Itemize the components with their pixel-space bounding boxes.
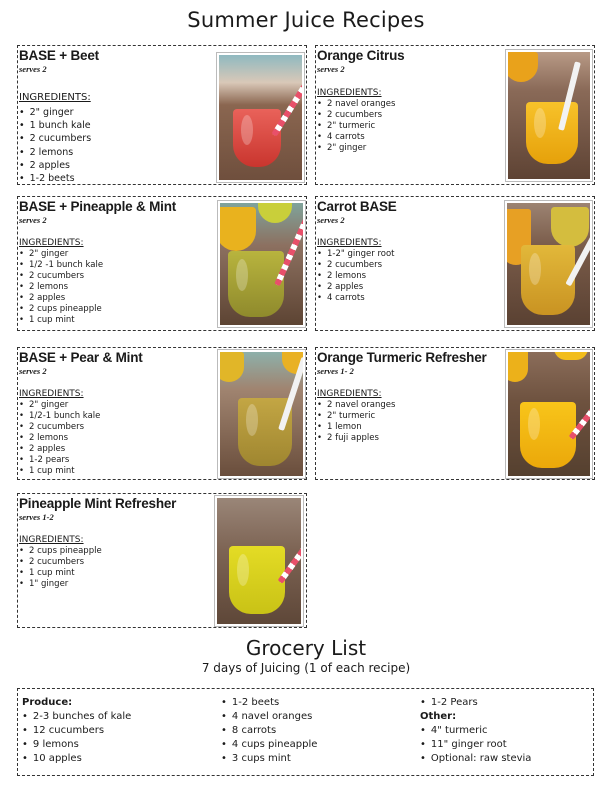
other-heading: Other: (420, 711, 457, 722)
recipe-title: BASE + Beet (19, 48, 99, 63)
list-item: • 10 apples (22, 752, 131, 766)
recipe-serves: serves 2 (317, 215, 345, 225)
ingredients-heading: INGREDIENTS: (19, 92, 91, 103)
list-item: • Optional: raw stevia (420, 752, 531, 766)
list-item: • 2 cups pineapple (19, 546, 102, 557)
recipe-title: BASE + Pear & Mint (19, 350, 143, 365)
grocery-column-1 (22, 696, 131, 766)
list-item: • 1 cup mint (19, 315, 103, 326)
list-item: • 2 apples (317, 282, 395, 293)
list-item: • 1-2 beets (221, 696, 317, 710)
recipe-card-orange-turmeric (315, 347, 595, 480)
recipe-card-carrot (315, 196, 595, 331)
ingredients-heading: INGREDIENTS: (317, 389, 382, 399)
list-item: • 4" turmeric (420, 724, 531, 738)
recipe-title: Orange Citrus (317, 48, 405, 63)
list-item: • 2 lemons (19, 282, 103, 293)
list-item: • 1 cup mint (19, 466, 100, 477)
recipe-serves: serves 1-2 (19, 512, 54, 522)
ingredients-list (19, 400, 100, 477)
list-item: • 1-2 beets (19, 172, 91, 185)
list-item: • 4 navel oranges (221, 710, 317, 724)
list-item: • 4 carrots (317, 293, 395, 304)
list-item: • 2 fuji apples (317, 433, 395, 444)
recipe-photo (505, 49, 593, 182)
ingredients-list (19, 249, 103, 326)
recipe-title: Pineapple Mint Refresher (19, 496, 177, 511)
recipe-title: BASE + Pineapple & Mint (19, 199, 177, 214)
recipe-card-pear-mint (17, 347, 307, 480)
list-item: • 4 carrots (317, 132, 395, 143)
list-item: • 2 cucumbers (19, 132, 91, 145)
list-item: • 2" turmeric (317, 121, 395, 132)
list-item: • 2 apples (19, 444, 100, 455)
list-item: • 1/2 -1 bunch kale (19, 260, 103, 271)
list-item: • 1/2-1 bunch kale (19, 411, 100, 422)
grocery-subtitle: 7 days of Juicing (1 of each recipe) (201, 661, 411, 675)
recipe-photo (505, 349, 593, 479)
recipe-serves: serves 2 (19, 215, 47, 225)
recipe-card-beet (17, 45, 307, 185)
list-item: • 1-2 pears (19, 455, 100, 466)
list-item: • 2 apples (19, 293, 103, 304)
recipe-card-pineapple-mint (17, 196, 307, 331)
ingredients-heading: INGREDIENTS: (19, 535, 84, 545)
recipe-serves: serves 2 (317, 64, 345, 74)
list-item: • 1 lemon (317, 422, 395, 433)
list-item: • 2 lemons (19, 433, 100, 444)
list-item: • 1 cup mint (19, 568, 102, 579)
list-item: • 2 navel oranges (317, 99, 395, 110)
list-item: • 2" turmeric (317, 411, 395, 422)
list-item: • 1" ginger (19, 579, 102, 590)
ingredients-heading: INGREDIENTS: (19, 238, 84, 248)
recipe-card-pineapple-mint-refresher (17, 493, 307, 628)
list-item: • 2" ginger (19, 106, 91, 119)
ingredients-list (19, 106, 91, 185)
grocery-column-3 (420, 696, 531, 766)
list-item: • 2 lemons (19, 146, 91, 159)
ingredients-heading: INGREDIENTS: (317, 88, 382, 98)
list-item: • 2 cucumbers (317, 260, 395, 271)
recipe-card-orange-citrus (315, 45, 595, 185)
recipe-photo (216, 52, 305, 183)
ingredients-heading: INGREDIENTS: (317, 238, 382, 248)
ingredients-list (317, 99, 395, 154)
recipe-serves: serves 2 (19, 64, 47, 74)
list-item: • 2 lemons (317, 271, 395, 282)
recipe-photo (214, 495, 304, 627)
recipe-photo (217, 200, 306, 328)
recipe-serves: serves 1- 2 (317, 366, 354, 376)
list-item: • 2 cucumbers (19, 271, 103, 282)
list-item: • 2" ginger (19, 400, 100, 411)
list-item: • 2" ginger (317, 143, 395, 154)
ingredients-list (317, 400, 395, 444)
list-item: • 1-2" ginger root (317, 249, 395, 260)
list-item: • 4 cups pineapple (221, 738, 317, 752)
list-item: • 2 cucumbers (317, 110, 395, 121)
list-item: • 2 navel oranges (317, 400, 395, 411)
recipe-title: Orange Turmeric Refresher (317, 350, 487, 365)
list-item: • 2 cups pineapple (19, 304, 103, 315)
ingredients-list (317, 249, 395, 304)
list-item: • 2 cucumbers (19, 422, 100, 433)
list-item: • 2 cucumbers (19, 557, 102, 568)
page-title: Summer Juice Recipes (187, 8, 425, 32)
ingredients-heading: INGREDIENTS: (19, 389, 84, 399)
list-item: • 12 cucumbers (22, 724, 131, 738)
grocery-title: Grocery List (245, 636, 367, 660)
list-item: • 11" ginger root (420, 738, 531, 752)
list-item: • 8 carrots (221, 724, 317, 738)
list-item: • 2 apples (19, 159, 91, 172)
list-item: • 2-3 bunches of kale (22, 710, 131, 724)
produce-heading: Produce: (22, 697, 73, 708)
grocery-list-box (17, 688, 594, 776)
list-item: • 1 bunch kale (19, 119, 91, 132)
list-item: • 1-2 Pears (420, 696, 531, 710)
list-item: • 9 lemons (22, 738, 131, 752)
list-item: • 3 cups mint (221, 752, 317, 766)
ingredients-list (19, 546, 102, 590)
grocery-column-2 (221, 696, 317, 766)
recipe-photo (217, 349, 306, 479)
recipe-serves: serves 2 (19, 366, 47, 376)
recipe-photo (504, 200, 593, 328)
list-item: • 2" ginger (19, 249, 103, 260)
recipe-title: Carrot BASE (317, 199, 397, 214)
